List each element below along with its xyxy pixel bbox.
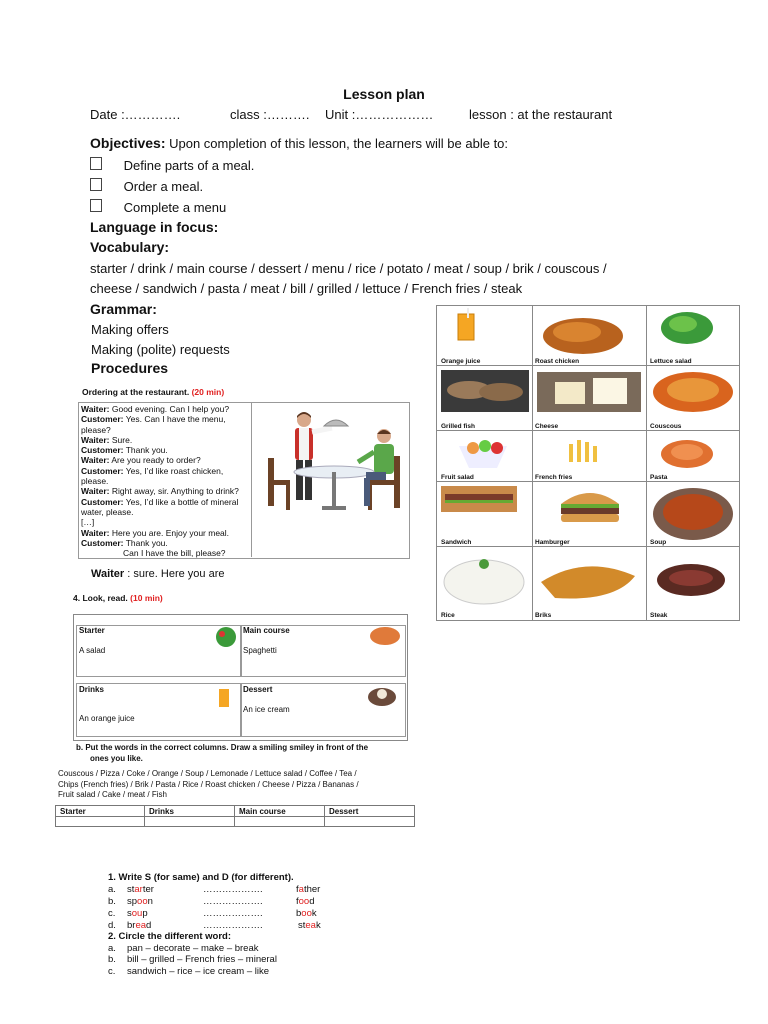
page-title: Lesson plan (343, 86, 425, 102)
pair-row: d. bread ………………. steak (108, 920, 321, 931)
dialogue-line: Customer: Thank you. (81, 537, 168, 548)
food-label: Soup (650, 539, 667, 546)
dialogue-text (81, 404, 251, 558)
columns-table (55, 805, 415, 827)
grammar-item-2: Making (polite) requests (91, 342, 230, 357)
food-label: Fruit salad (441, 474, 474, 481)
dessert-value: An ice cream (243, 705, 290, 714)
pair-row: c. soup ………………. book (108, 908, 317, 919)
bullet-icon (90, 157, 102, 170)
column-header: Drinks (145, 806, 235, 826)
drinks-label: Drinks (79, 685, 104, 694)
circle-row: c. sandwich – rice – ice cream – like (108, 966, 270, 977)
fruit-salad-image (453, 434, 513, 472)
grilled-fish-image (439, 368, 531, 414)
restaurant-illustration (262, 408, 408, 520)
pair-row: b. spoon ………………. food (108, 896, 315, 907)
dialogue-line: Waiter: Good evening. Can I help you? (81, 404, 230, 414)
objectives-label: Objectives: (90, 135, 166, 151)
briks-image (535, 552, 641, 604)
food-label: Grilled fish (441, 423, 475, 430)
dialogue-line: Waiter: Here you are. Enjoy your meal. (81, 527, 230, 538)
orange-juice-image (451, 308, 481, 342)
drinks-value: An orange juice (79, 714, 135, 723)
hamburger-image (555, 486, 625, 528)
orange-juice-icon (216, 685, 232, 709)
main-course-label: Main course (243, 626, 290, 635)
ice-cream-icon (364, 685, 400, 709)
pasta-image (657, 434, 717, 472)
circle-row: a. pan – decorate – make – break (108, 943, 259, 954)
procedures-heading: Procedures (91, 360, 169, 376)
dialogue-line: Customer: Yes, I’d like a bottle of mineral (81, 496, 239, 507)
waiter-reply: Waiter : sure. Here you are (91, 568, 225, 580)
food-label: Sandwich (441, 539, 472, 546)
columns-task-heading: b. Put the words in the correct columns. Draw a smiling smiley in front of the ones you like. (76, 743, 369, 763)
exercise-q1: 1. Write S (for same) and D (for different). (108, 872, 294, 883)
food-picture-grid (436, 305, 740, 621)
lettuce-salad-image (657, 308, 717, 348)
objective-item-2: Order a meal. (90, 178, 203, 194)
language-focus-heading: Language in focus: (90, 219, 219, 235)
food-label: Pasta (650, 474, 668, 481)
ordering-heading: Ordering at the restaurant. (20 min) (82, 387, 225, 397)
food-label: Lettuce salad (650, 358, 692, 365)
unit-field: Unit :……………… (325, 107, 434, 122)
dialogue-divider (251, 402, 252, 557)
food-label: Hamburger (535, 539, 570, 546)
food-label: Roast chicken (535, 358, 580, 365)
objective-item-1: Define parts of a meal. (90, 157, 254, 173)
date-field: Date :…………. (90, 107, 181, 122)
starter-value: A salad (79, 646, 106, 655)
food-label: Steak (650, 612, 668, 619)
column-header: Starter (56, 806, 145, 826)
dialogue-line: please? (81, 424, 111, 435)
dialogue-line: Waiter: Right away, sir. Anything to drink? (81, 486, 239, 497)
food-label: French fries (535, 474, 573, 481)
word-list: Couscous / Pizza / Coke / Orange / Soup / Lemonade / Lettuce salad / Coffee / Tea / Chips (French fries) / Brik / Pasta / Rice / Roast chicken / Cheese / Pizza / Bananas / Fruit salad / Cake / meat / Fish (58, 769, 359, 799)
soup-image (649, 484, 737, 542)
objectives-intro: Upon completion of this lesson, the learners will be able to: (169, 136, 509, 151)
dialogue-line: […] (81, 517, 95, 528)
food-label: Briks (535, 612, 552, 619)
grammar-heading: Grammar: (90, 301, 157, 317)
salad-icon (212, 625, 240, 649)
dessert-label: Dessert (243, 685, 273, 694)
class-field: class :………. (230, 107, 310, 122)
vocabulary-line-1: starter / drink / main course / dessert / menu / rice / potato / meat / soup / brik / couscous / (90, 261, 607, 276)
food-label: Orange juice (441, 358, 481, 365)
dialogue-line: Customer: Yes, I’d like roast chicken, (81, 465, 224, 476)
sandwich-image (439, 484, 519, 514)
starter-label: Starter (79, 626, 105, 635)
pair-row: a. starter ………………. father (108, 884, 321, 895)
exercise-q2: 2. Circle the different word: (108, 931, 231, 942)
column-header: Main course (235, 806, 325, 826)
bullet-icon (90, 199, 102, 212)
cheese-image (535, 368, 643, 414)
lesson-field: lesson : at the restaurant (469, 107, 613, 122)
roast-chicken-image (537, 310, 631, 358)
steak-image (651, 556, 731, 602)
bullet-icon (90, 178, 102, 191)
dialogue-line: Waiter: Sure. (81, 434, 133, 445)
couscous-image (649, 368, 737, 414)
grammar-item-1: Making offers (91, 322, 169, 337)
vocabulary-line-2: cheese / sandwich / pasta / meat / bill / grilled / lettuce / French fries / steak (90, 281, 523, 296)
food-label: Rice (441, 612, 455, 619)
dialogue-line: Can I have the bill, please? (123, 548, 226, 559)
french-fries-image (563, 436, 603, 466)
dialogue-line: Customer: Yes. Can I have the menu, (81, 414, 226, 425)
main-course-value: Spaghetti (243, 646, 277, 655)
look-read-heading: 4. Look, read. (10 min) (73, 593, 163, 603)
food-label: Couscous (650, 423, 682, 430)
dialogue-line: please. (81, 476, 109, 487)
dialogue-line: Customer: Thank you. (81, 445, 168, 456)
dialogue-line: Waiter: Are you ready to order? (81, 455, 201, 466)
vocabulary-heading: Vocabulary: (90, 239, 170, 255)
dialogue-line: water, please. (81, 506, 134, 517)
spaghetti-icon (368, 625, 402, 647)
column-header: Dessert (329, 807, 359, 816)
circle-row: b. bill – grilled – French fries – mineral (108, 954, 277, 965)
objective-item-3: Complete a menu (90, 199, 226, 215)
objectives-line (90, 135, 508, 151)
menu-table (73, 614, 408, 741)
rice-image (439, 550, 529, 606)
food-label: Cheese (535, 423, 559, 430)
